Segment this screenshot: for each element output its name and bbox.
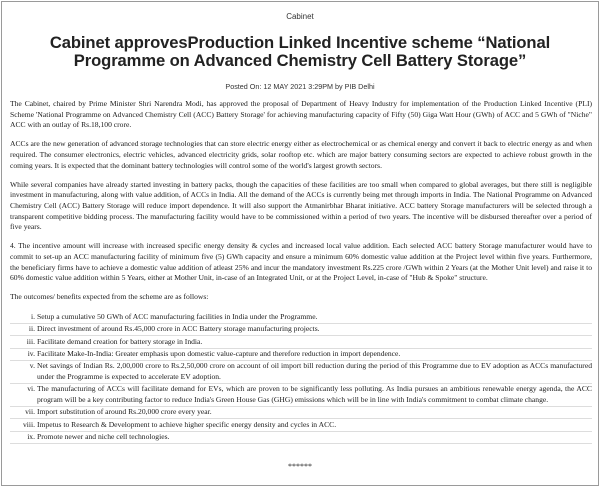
list-item-number: viii. [22, 419, 35, 429]
list-item-text: Impetus to Research & Development to achieve higher specific energy density and cycles in ACC. [37, 419, 337, 429]
list-item [10, 361, 592, 384]
list-item-number: vii. [25, 407, 35, 417]
list-item-text: Import substitution of around Rs.20,000 crore every year. [37, 407, 212, 417]
list-item-number: i. [30, 311, 35, 321]
list-item [10, 419, 592, 431]
paragraph: ACCs are the new generation of advanced storage technologies that can store electric energy either as electrochemical or as chemical energy and convert it back to electric energy as and when required. The consumer electronics, electric vehicles, advanced electricity grids, solar rooftop etc. which are major battery consuming sectors are expected to achieve robust growth in the coming years. It is expected that the dominant battery technologies will control some of the world's largest growth sectors. [10, 139, 592, 170]
page-title: Cabinet approvesProduction Linked Incentive scheme “National Programme on Advanced Chemistry Cell Battery Storage” [49, 33, 551, 70]
ministry-label: Cabinet [286, 12, 314, 21]
list-item-text: Facilitate demand creation for battery storage in India. [37, 336, 203, 346]
list-item-number: vi. [27, 384, 35, 394]
list-item [10, 384, 592, 407]
article-body [10, 99, 592, 444]
list-item-text: The manufacturing of ACCs will facilitate demand for EVs, which are proven to be significantly less polluting. As India pursues an ambitious renewable energy agenda, the ACC program will be a key contributing factor to reduce India's Green House Gas (GHG) emissions which will be in line with India's commitment to combat climate change. [37, 384, 592, 404]
list-item-number: iii. [26, 336, 35, 346]
list-item [10, 349, 592, 361]
posted-date: Posted On: 12 MAY 2021 3:29PM by PIB Delhi [225, 82, 375, 91]
end-marker: ****** [288, 462, 312, 471]
outcomes-intro: The outcomes/ benefits expected from the scheme are as follows: [10, 292, 209, 302]
list-item [10, 432, 592, 444]
list-item-text: Setup a cumulative 50 GWh of ACC manufacturing facilities in India under the Programme. [37, 311, 318, 321]
list-item [10, 311, 592, 323]
paragraph: 4. The incentive amount will increase with increased specific energy density & cycles and increased local value addition. Each selected ACC battery Storage manufacturer would have to commit to set-up an ACC manufacturing facility of minimum five (5) GWh capacity and ensure a minimum 60% domestic value addition at the Project level within five years. Furthermore, the beneficiary firms have to achieve a domestic value addition of atleast 25% and incur the mandatory investment Rs.225 crore /GWh within 2 Years (at the Mother Unit level) and raise it to 60% domestic value addition within 5 Years, either at Mother Unit, in-case of an Integrated Unit, or at the Project Level, in-case of "Hub & Spoke" structure. [10, 241, 592, 283]
list-item [10, 324, 592, 336]
list-item-text: Direct investment of around Rs.45,000 crore in ACC Battery storage manufacturing projects. [37, 324, 320, 334]
list-item-number: ii. [28, 324, 35, 334]
list-item [10, 407, 592, 419]
paragraph: The Cabinet, chaired by Prime Minister Shri Narendra Modi, has approved the proposal of Department of Heavy Industry for implementation of the Production Linked Incentive (PLI) Scheme 'National Programme on Advanced Chemistry Cell (ACC) Battery Storage' for achieving manufacturing capacity of Fifty (50) Giga Watt Hour (GWh) of ACC and 5 GWh of "Niche" ACC with an outlay of Rs.18,100 crore. [10, 99, 592, 130]
outcomes-list [10, 311, 592, 444]
list-item-number: v. [29, 361, 35, 371]
list-item-number: ix. [27, 432, 35, 442]
list-item-number: iv. [27, 348, 35, 358]
list-item-text: Promote newer and niche cell technologies. [37, 432, 170, 442]
list-item-text: Facilitate Make-In-India: Greater emphasis upon domestic value-capture and therefore reduction in import dependence. [37, 348, 401, 358]
list-item-text: Net savings of Indian Rs. 2,00,000 crore to Rs.2,50,000 crore on account of oil import bill reduction during the period of this Programme due to EV adoption as ACCs manufactured under the Programme is expected to accelerate EV adoption. [37, 361, 592, 381]
paragraph: While several companies have already started investing in battery packs, though the capacities of these facilities are too small when compared to global averages, but there still is negligible investment in manufacturing, along with value addition, of ACCs in India. All the demand of the ACCs is currently being met through imports in India. The National Programme on Advanced Chemistry Cell (ACC) Battery Storage will reduce import dependence. It will also support the Atmanirbhar Bharat initiative. ACC battery Storage manufacturers will be selected through a transparent competitive bidding process. The manufacturing facility would have to be commissioned within a period of two years. The incentive will be disbursed thereafter over a period of five years. [10, 179, 592, 232]
list-item [10, 336, 592, 348]
